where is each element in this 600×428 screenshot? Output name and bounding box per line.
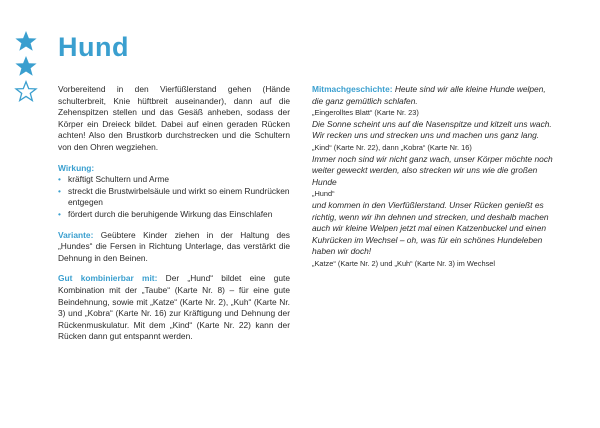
kombi-paragraph (58, 273, 290, 343)
list-item: • kräftigt Schultern und Arme (58, 174, 290, 186)
list-item: • fördert durch die beruhigende Wirkung das Einschlafen (58, 209, 290, 221)
list-item: • streckt die Brustwirbelsäule und wirkt so einem Rundrücken entgegen (58, 186, 290, 209)
variante-paragraph (58, 230, 290, 265)
story-lead: Heute sind wir alle kleine Hunde welpen, die ganz gemütlich schlafen. (312, 84, 546, 106)
story-text: und kommen in den Vierfüßlerstand. Unser Rücken genießt es richtig, wenn wir ihn dehnen und strecken, und deshalb machen auch wir kleine Welpen jetzt mal einen Katzenbuckel und einen Kuhrücken im Wechsel – oh, was für ein schönes Hundeleben haben wir doch! (312, 199, 549, 257)
card-note: „Eingerolltes Blatt“ (Karte Nr. 23) (312, 108, 419, 118)
star-filled-icon (14, 30, 38, 52)
wirkung-list (58, 174, 290, 220)
story-column (312, 84, 558, 270)
variante-label: Variante: (58, 229, 94, 240)
page-title: Hund (58, 32, 129, 62)
star-filled-icon (14, 55, 38, 77)
variante-text: Geübtere Kinder ziehen in der Haltung des „Hundes“ die Fersen in Richtung Unterlage, das verstärkt die Dehnung in den Beinen. (58, 229, 290, 263)
card-note: „Katze“ (Karte Nr. 2) und „Kuh“ (Karte Nr. 3) im Wechsel (312, 258, 496, 268)
story-text: Die Sonne scheint uns auf die Nasenspitze und kitzelt uns wach. Wir recken uns und strecken uns und machen uns ganz lang. (312, 118, 552, 141)
kombi-text: Der „Hund“ bildet eine gute Kombination mit der „Taube“ (Karte Nr. 8) – für eine gute Beindehnung, sowie mit „Katze“ (Karte Nr. 2), „Kuh“ (Karte Nr. 3) und „Kobra“ (Karte Nr. 16) zur Kräftigung und Dehnung der Rückenmuskulatur. Mit dem „Kind“ (Karte Nr. 22) kann der Rücken dann gut entspannt werden. (58, 273, 290, 342)
star-outline-icon (14, 80, 38, 102)
card-note: „Kind“ (Karte Nr. 22), dann „Kobra“ (Karte Nr. 16) (312, 142, 472, 152)
kombi-label: Gut kombinierbar mit: (58, 273, 158, 284)
story-text: Immer noch sind wir nicht ganz wach, unser Körper möchte noch weiter geweckt werden, also strecken wir uns wie die großen Hunde (312, 153, 553, 187)
wirkung-heading: Wirkung: (58, 162, 95, 173)
story-label: Mitmachgeschichte: (312, 84, 393, 94)
difficulty-rating (14, 30, 38, 105)
story-intro (312, 84, 558, 107)
instructions-column (58, 84, 290, 352)
intro-text: Vorbereitend in den Vierfüßlerstand gehen (Hände schulterbreit, Knie hüftbreit auseinander), dann auf die Zehenspitzen stellen und das Gesäß anheben, sodass der Körper ein Dreieck bildet. Dabei auf einen geraden Rücken achten! Also den Brustkorb durchstrecken und die Schultern von den Ohren wegziehen. (58, 84, 290, 152)
card-note: „Hund“ (312, 189, 335, 199)
